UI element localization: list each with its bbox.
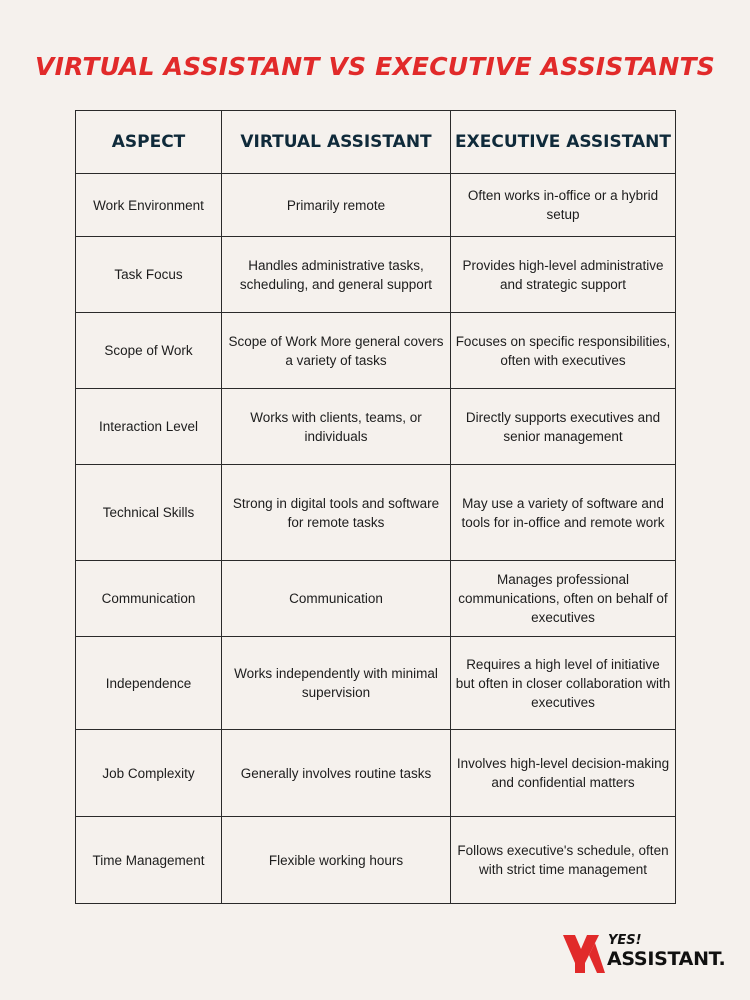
virtual-assistant-cell: Primarily remote: [222, 174, 451, 237]
aspect-cell: Scope of Work: [76, 313, 222, 389]
comparison-table: [75, 110, 676, 904]
executive-assistant-cell: Follows executive's schedule, often with strict time management: [451, 817, 676, 904]
logo-text-assistant: ASSISTANT.: [607, 948, 726, 970]
table-row: [76, 237, 676, 313]
aspect-cell: Job Complexity: [76, 730, 222, 817]
aspect-cell: Work Environment: [76, 174, 222, 237]
table-row: [76, 730, 676, 817]
executive-assistant-cell: Directly supports executives and senior management: [451, 389, 676, 465]
header-virtual-assistant: VIRTUAL ASSISTANT: [222, 111, 451, 174]
executive-assistant-cell: Focuses on specific responsibilities, often with executives: [451, 313, 676, 389]
aspect-cell: Interaction Level: [76, 389, 222, 465]
executive-assistant-cell: Often works in-office or a hybrid setup: [451, 174, 676, 237]
ya-logo-icon: [563, 933, 605, 973]
executive-assistant-cell: Manages professional communications, often on behalf of executives: [451, 561, 676, 637]
brand-logo: [563, 933, 733, 973]
virtual-assistant-cell: Handles administrative tasks, scheduling, and general support: [222, 237, 451, 313]
virtual-assistant-cell: Generally involves routine tasks: [222, 730, 451, 817]
virtual-assistant-cell: Communication: [222, 561, 451, 637]
table-row: [76, 174, 676, 237]
aspect-cell: Technical Skills: [76, 465, 222, 561]
table-row: [76, 465, 676, 561]
table-header-row: [76, 111, 676, 174]
virtual-assistant-cell: Scope of Work More general covers a variety of tasks: [222, 313, 451, 389]
table-row: [76, 313, 676, 389]
table-row: [76, 817, 676, 904]
executive-assistant-cell: Requires a high level of initiative but often in closer collaboration with executives: [451, 637, 676, 730]
table-row: [76, 637, 676, 730]
virtual-assistant-cell: Strong in digital tools and software for remote tasks: [222, 465, 451, 561]
virtual-assistant-cell: Works with clients, teams, or individuals: [222, 389, 451, 465]
aspect-cell: Communication: [76, 561, 222, 637]
table-row: [76, 561, 676, 637]
header-executive-assistant: EXECUTIVE ASSISTANT: [451, 111, 676, 174]
aspect-cell: Independence: [76, 637, 222, 730]
aspect-cell: Time Management: [76, 817, 222, 904]
executive-assistant-cell: May use a variety of software and tools for in-office and remote work: [451, 465, 676, 561]
virtual-assistant-cell: Works independently with minimal supervision: [222, 637, 451, 730]
table-row: [76, 389, 676, 465]
virtual-assistant-cell: Flexible working hours: [222, 817, 451, 904]
executive-assistant-cell: Involves high-level decision-making and confidential matters: [451, 730, 676, 817]
header-aspect: ASPECT: [76, 111, 222, 174]
executive-assistant-cell: Provides high-level administrative and strategic support: [451, 237, 676, 313]
logo-text-yes: YES!: [608, 933, 642, 948]
aspect-cell: Task Focus: [76, 237, 222, 313]
page-title: VIRTUAL ASSISTANT VS EXECUTIVE ASSISTANTS: [35, 52, 715, 81]
